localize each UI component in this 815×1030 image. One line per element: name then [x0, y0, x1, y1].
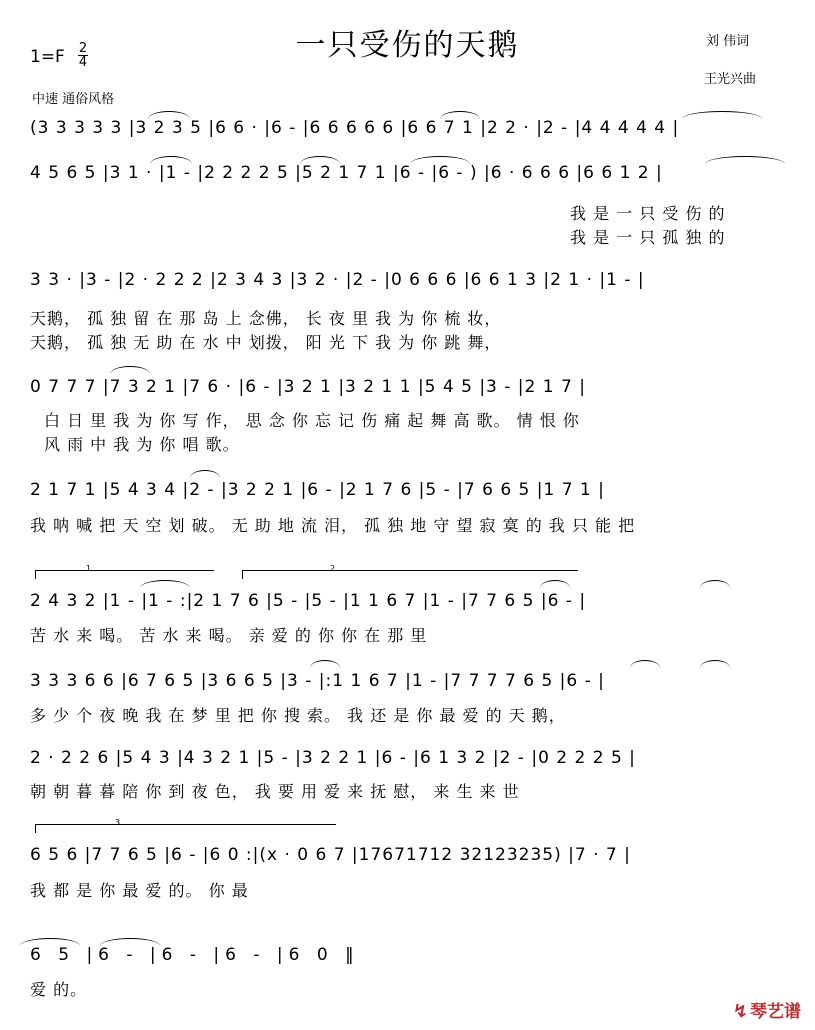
score-line-8 — [30, 748, 800, 801]
lyrics-line-6: 苦 水 来 喝。 苦 水 来 喝。 亲 爱 的 你 你 在 那 里 — [30, 626, 428, 645]
site-logo — [733, 997, 801, 1022]
slur-mark — [148, 111, 190, 119]
notes-line-4: 0 7 7 7 |7 3 2 1 |7 6 · |6 - |3 2 1 |3 2 1 1 |5 4 5 |3 - |2 1 7 | — [30, 377, 586, 397]
composer-credit: 王光兴曲 — [704, 72, 757, 87]
slur-mark — [300, 156, 340, 164]
notes-line-1: (3 3 3 3 3 |3 2 3 5 |6 6 · |6 - |6 6 6 6 6 |6 6 7 1 |2 2 · |2 - |4 4 4 4 4 | — [30, 118, 680, 138]
score-line-9 — [30, 845, 800, 900]
notes-line-5: 2 1 7 1 |5 4 3 4 |2 - |3 2 2 1 |6 - |2 1 7 6 |5 - |7 6 6 5 |1 7 1 | — [30, 480, 605, 500]
volta-bracket-1 — [35, 570, 214, 579]
notes-line-6: 2 4 3 2 |1 - |1 - :|2 1 7 6 |5 - |5 - |1 1 6 7 |1 - |7 7 6 5 |6 - | — [30, 591, 587, 611]
volta-number-3: 3 — [115, 818, 121, 827]
slur-mark — [150, 156, 192, 164]
lyrics-line-3b: 天鹅， 孤 独 无 助 在 水 中 划拨， 阳 光 下 我 为 你 跳 舞， — [30, 333, 502, 352]
volta-bracket-2 — [242, 570, 578, 579]
lyrics-line-9: 我 都 是 你 最 爱 的。 你 最 — [30, 881, 249, 900]
score-line-3 — [30, 270, 800, 352]
score-line-7 — [30, 671, 800, 725]
time-signature-bottom: 4 — [78, 55, 88, 70]
time-signature — [78, 42, 88, 69]
slur-mark — [110, 366, 150, 374]
score-line-4 — [30, 377, 800, 454]
slur-mark — [682, 111, 762, 119]
song-title: 一只受伤的天鹅 — [295, 28, 520, 63]
slur-mark — [700, 660, 730, 668]
volta-number-2: 2 — [330, 564, 336, 573]
slur-mark — [100, 938, 160, 946]
notes-line-10: 6 5 |6 - |6 - |6 - |6 0 ‖ — [30, 945, 360, 965]
volta-bracket-3 — [35, 824, 336, 833]
tempo-marking: 中速 通俗风格 — [32, 92, 115, 107]
lyricist-credit: 刘 伟词 — [706, 34, 750, 49]
slur-mark — [310, 660, 340, 668]
score-line-5 — [30, 480, 800, 535]
slur-mark — [630, 660, 660, 668]
lyrics-line-4a: 白 日 里 我 为 你 写 作， 思 念 你 忘 记 伤 痛 起 舞 高 歌。 情 恨 你 — [44, 411, 580, 430]
notes-line-9: 6 5 6 |7 7 6 5 |6 - |6 0 :|(x · 0 6 7 |17671712 32123235) |7 · 7 | — [30, 845, 631, 865]
slur-mark — [705, 156, 785, 164]
notes-line-2: 4 5 6 5 |3 1 · |1 - |2 2 2 2 5 |5 2 1 7 1 |6 - |6 - ) |6 · 6 6 6 |6 6 1 2 | — [30, 163, 663, 183]
notes-line-7: 3 3 3 6 6 |6 7 6 5 |3 6 6 5 |3 - |:1 1 6 7 |1 - |7 7 7 7 6 5 |6 - | — [30, 671, 605, 691]
lyrics-line-4b: 风 雨 中 我 为 你 唱 歌。 — [44, 435, 240, 454]
lyrics-line-8: 朝 朝 暮 暮 陪 你 到 夜 色， 我 要 用 爱 来 抚 慰， 来 生 来 世 — [30, 782, 520, 801]
slur-mark — [440, 111, 480, 119]
notes-line-3: 3 3 · |3 - |2 · 2 2 2 |2 3 4 3 |3 2 · |2 - |0 6 6 6 |6 6 1 3 |2 1 · |1 - | — [30, 270, 645, 290]
lyrics-line-3a: 天鹅， 孤 独 留 在 那 岛 上 念佛， 长 夜 里 我 为 你 梳 妆， — [30, 309, 502, 328]
lyrics-line-10: 爱 的。 — [30, 980, 88, 999]
slur-mark — [700, 580, 730, 588]
logo-text: 琴艺谱 — [750, 1002, 801, 1022]
slur-mark — [140, 580, 190, 588]
lyrics-line-5: 我 呐 喊 把 天 空 划 破。 无 助 地 流 泪， 孤 独 地 守 望 寂 寞 的 我 只 能 把 — [30, 516, 636, 535]
time-signature-top: 2 — [78, 41, 88, 56]
score-line-6 — [30, 591, 800, 645]
slur-mark — [20, 938, 80, 946]
notes-line-8: 2 · 2 2 6 |5 4 3 |4 3 2 1 |5 - |3 2 2 1 |6 - |6 1 3 2 |2 - |0 2 2 2 5 | — [30, 748, 636, 768]
slur-mark — [190, 470, 220, 478]
slur-mark — [410, 156, 470, 164]
lyrics-line-2a: 我 是 一 只 受 伤 的 — [570, 204, 726, 223]
slur-mark — [540, 580, 570, 588]
logo-icon: ↯ — [732, 1001, 748, 1022]
score-line-1 — [30, 118, 800, 138]
lyrics-line-2b: 我 是 一 只 孤 独 的 — [570, 228, 726, 247]
key-signature: 1=F — [30, 47, 65, 67]
volta-number-1: 1 — [86, 564, 92, 573]
score-line-2 — [30, 163, 800, 247]
score-line-10 — [30, 945, 800, 999]
lyrics-line-7: 多 少 个 夜 晚 我 在 梦 里 把 你 搜 索。 我 还 是 你 最 爱 的 天 鹅， — [30, 706, 566, 725]
